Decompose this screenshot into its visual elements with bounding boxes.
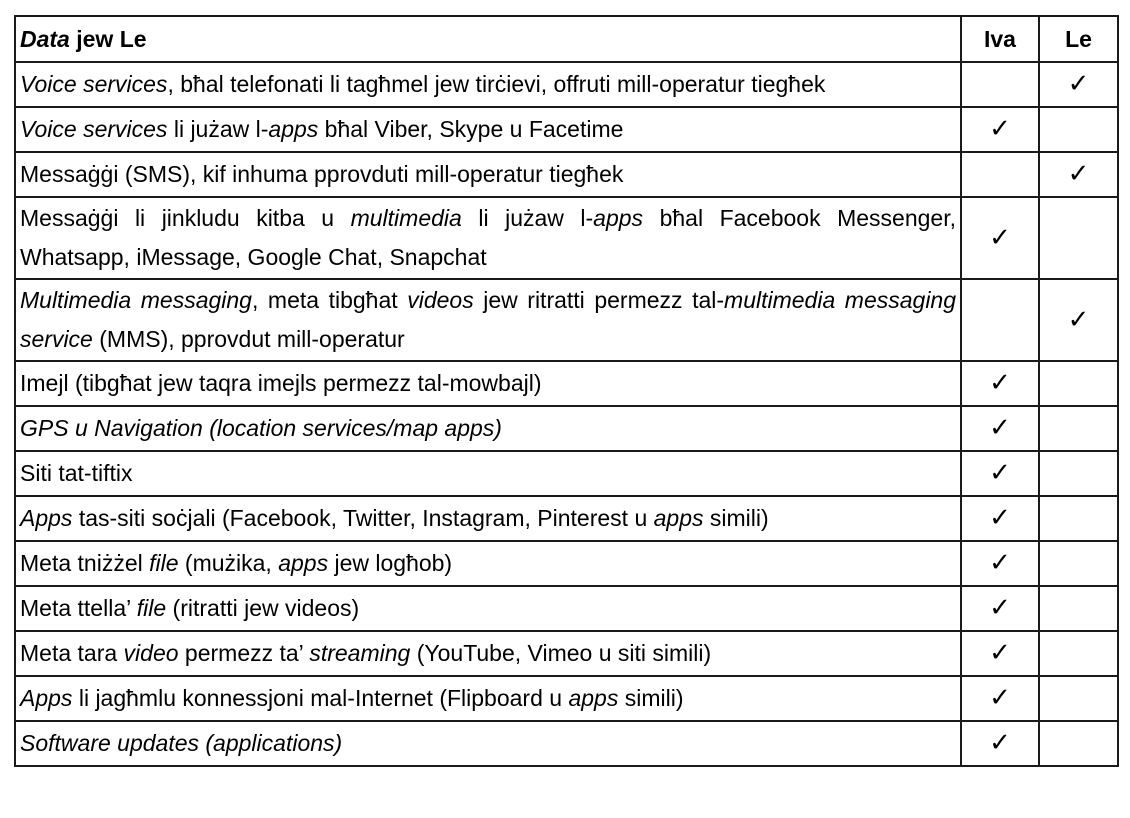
description-text: tas-siti soċjali (Facebook, Twitter, Instagram, Pinterest u: [72, 505, 654, 531]
data-usage-table: [14, 15, 1119, 767]
description-text: jew logħob): [328, 550, 453, 576]
description-italic-text: Voice services: [20, 116, 168, 142]
description-italic-text: Apps: [20, 505, 73, 531]
cell-le: [1039, 279, 1118, 361]
cell-iva: [961, 676, 1039, 721]
cell-le: [1039, 152, 1118, 197]
description-italic-text: apps: [268, 116, 319, 142]
checkmark-icon: ✓: [989, 222, 1011, 253]
row-description: [15, 152, 961, 197]
row-description: [15, 541, 961, 586]
cell-le: [1039, 676, 1118, 721]
description-italic-text: Voice services: [20, 71, 168, 97]
cell-iva: [961, 107, 1039, 152]
description-italic-text: apps: [568, 685, 619, 711]
table-header-row: [15, 16, 1118, 62]
description-text: Messaġġi (SMS), kif inhuma pprovduti mill-operatur tiegħek: [20, 161, 624, 187]
row-description: [15, 721, 961, 766]
description-italic-text: Multimedia messaging: [20, 287, 252, 313]
checkmark-icon: ✓: [989, 638, 1011, 668]
description-italic-text: GPS u Navigation (location services/map apps): [20, 415, 502, 441]
cell-iva: [961, 496, 1039, 541]
checkmark-icon: ✓: [1067, 304, 1090, 335]
cell-le: [1039, 586, 1118, 631]
checkmark-icon: ✓: [989, 548, 1011, 578]
row-description: [15, 406, 961, 451]
description-italic-text: multimedia messaging service: [20, 287, 963, 352]
description-italic-text: file: [136, 595, 167, 621]
cell-iva: [961, 406, 1039, 451]
description-text: Messaġġi li jinkludu kitba u: [20, 205, 351, 231]
description-italic-text: apps: [593, 205, 644, 231]
row-description: [15, 631, 961, 676]
description-italic-text: file: [149, 550, 179, 576]
table-row: [15, 406, 1118, 451]
header-iva: Iva: [961, 16, 1039, 62]
table-row: [15, 631, 1118, 676]
table-row: [15, 361, 1118, 406]
table-row: [15, 721, 1118, 766]
cell-le: [1039, 361, 1118, 406]
checkmark-icon: ✓: [989, 458, 1011, 488]
checkmark-icon: ✓: [989, 593, 1011, 623]
header-description-em: Data: [20, 25, 70, 52]
header-description-rest: jew Le: [69, 25, 147, 52]
description-text: Imejl (tibgħat jew taqra imejls permezz tal-mowbajl): [20, 370, 542, 396]
cell-iva: [961, 631, 1039, 676]
description-italic-text: Apps: [20, 685, 73, 711]
row-description: [15, 451, 961, 496]
header-description: [15, 16, 961, 62]
cell-iva: [961, 361, 1039, 406]
description-text: li jużaw l-: [461, 205, 594, 231]
description-text: Meta tara: [20, 640, 124, 666]
checkmark-icon: ✓: [989, 728, 1011, 758]
cell-iva: [961, 586, 1039, 631]
description-italic-text: apps: [278, 550, 329, 576]
cell-iva: [961, 279, 1039, 361]
description-text: li jagħmlu konnessjoni mal-Internet (Flipboard u: [72, 685, 569, 711]
table-row: [15, 279, 1118, 361]
row-description: [15, 361, 961, 406]
description-text: bħal Viber, Skype u Facetime: [318, 116, 624, 142]
description-text: li jużaw l-: [167, 116, 269, 142]
row-description: [15, 676, 961, 721]
table-row: [15, 152, 1118, 197]
table-body: [15, 62, 1118, 766]
checkmark-icon: ✓: [989, 503, 1011, 533]
cell-le: [1039, 62, 1118, 107]
description-text: (ritratti jew videos): [166, 595, 360, 621]
cell-le: [1039, 451, 1118, 496]
description-text: Meta tniżżel: [20, 550, 150, 576]
description-text: Siti tat-tiftix: [20, 460, 133, 486]
cell-iva: [961, 721, 1039, 766]
table-row: [15, 541, 1118, 586]
table-row: [15, 197, 1118, 279]
cell-iva: [961, 197, 1039, 279]
description-text: , bħal telefonati li tagħmel jew tirċievi, offruti mill-operatur tiegħek: [167, 71, 826, 97]
checkmark-icon: ✓: [989, 413, 1011, 443]
cell-le: [1039, 496, 1118, 541]
description-text: (MMS), pprovdut mill-operatur: [92, 326, 405, 352]
cell-le: [1039, 107, 1118, 152]
description-text: simili): [703, 505, 769, 531]
description-italic-text: multimedia: [350, 205, 462, 231]
table-row: [15, 586, 1118, 631]
checkmark-icon: ✓: [989, 114, 1011, 144]
cell-iva: [961, 451, 1039, 496]
cell-iva: [961, 541, 1039, 586]
table-row: [15, 676, 1118, 721]
checkmark-icon: ✓: [989, 683, 1011, 713]
description-italic-text: video: [123, 640, 179, 666]
cell-iva: [961, 62, 1039, 107]
cell-le: [1039, 406, 1118, 451]
description-text: Meta ttella’: [20, 595, 137, 621]
description-italic-text: streaming: [309, 640, 411, 666]
row-description: [15, 62, 961, 107]
description-italic-text: apps: [653, 505, 704, 531]
description-italic-text: videos: [407, 287, 474, 313]
row-description: [15, 496, 961, 541]
description-text: permezz ta’: [178, 640, 310, 666]
checkmark-icon: ✓: [989, 368, 1011, 398]
header-le: Le: [1039, 16, 1118, 62]
description-text: jew ritratti permezz tal-: [473, 287, 725, 313]
row-description: [15, 279, 961, 361]
table-row: [15, 496, 1118, 541]
checkmark-icon: ✓: [1067, 159, 1090, 189]
description-italic-text: Software updates (applications): [20, 730, 343, 756]
description-text: (YouTube, Vimeo u siti simili): [410, 640, 712, 666]
description-text: simili): [618, 685, 684, 711]
table-row: [15, 107, 1118, 152]
description-text: bħal Facebook Messenger, Whatsapp, iMessage, Google Chat, Snapchat: [20, 205, 963, 270]
description-text: , meta tibgħat: [251, 287, 408, 313]
row-description: [15, 197, 961, 279]
cell-le: [1039, 631, 1118, 676]
checkmark-icon: ✓: [1067, 69, 1090, 99]
row-description: [15, 586, 961, 631]
cell-iva: [961, 152, 1039, 197]
cell-le: [1039, 721, 1118, 766]
cell-le: [1039, 541, 1118, 586]
table-row: [15, 451, 1118, 496]
cell-le: [1039, 197, 1118, 279]
table-row: [15, 62, 1118, 107]
row-description: [15, 107, 961, 152]
description-text: (mużika,: [178, 550, 279, 576]
